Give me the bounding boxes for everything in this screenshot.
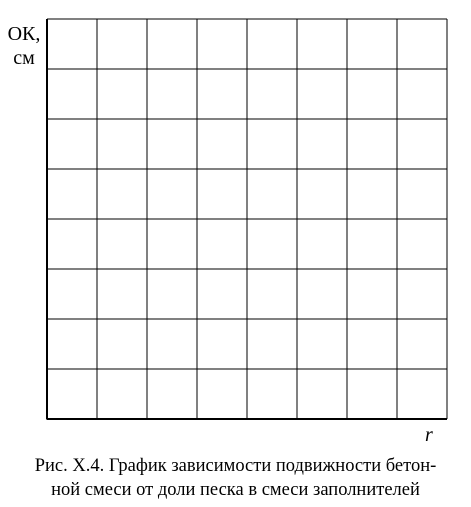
y-axis-label-line-1: ОК, xyxy=(7,23,41,45)
caption-line-2: ной смеси от доли песка в смеси заполнителей xyxy=(51,480,420,500)
x-axis-label: r xyxy=(425,424,433,446)
figure-caption xyxy=(0,454,471,502)
y-axis-label-line-2: см xyxy=(13,47,35,69)
caption-line-1: Рис. Х.4. График зависимости подвижности бетон- xyxy=(34,456,437,476)
